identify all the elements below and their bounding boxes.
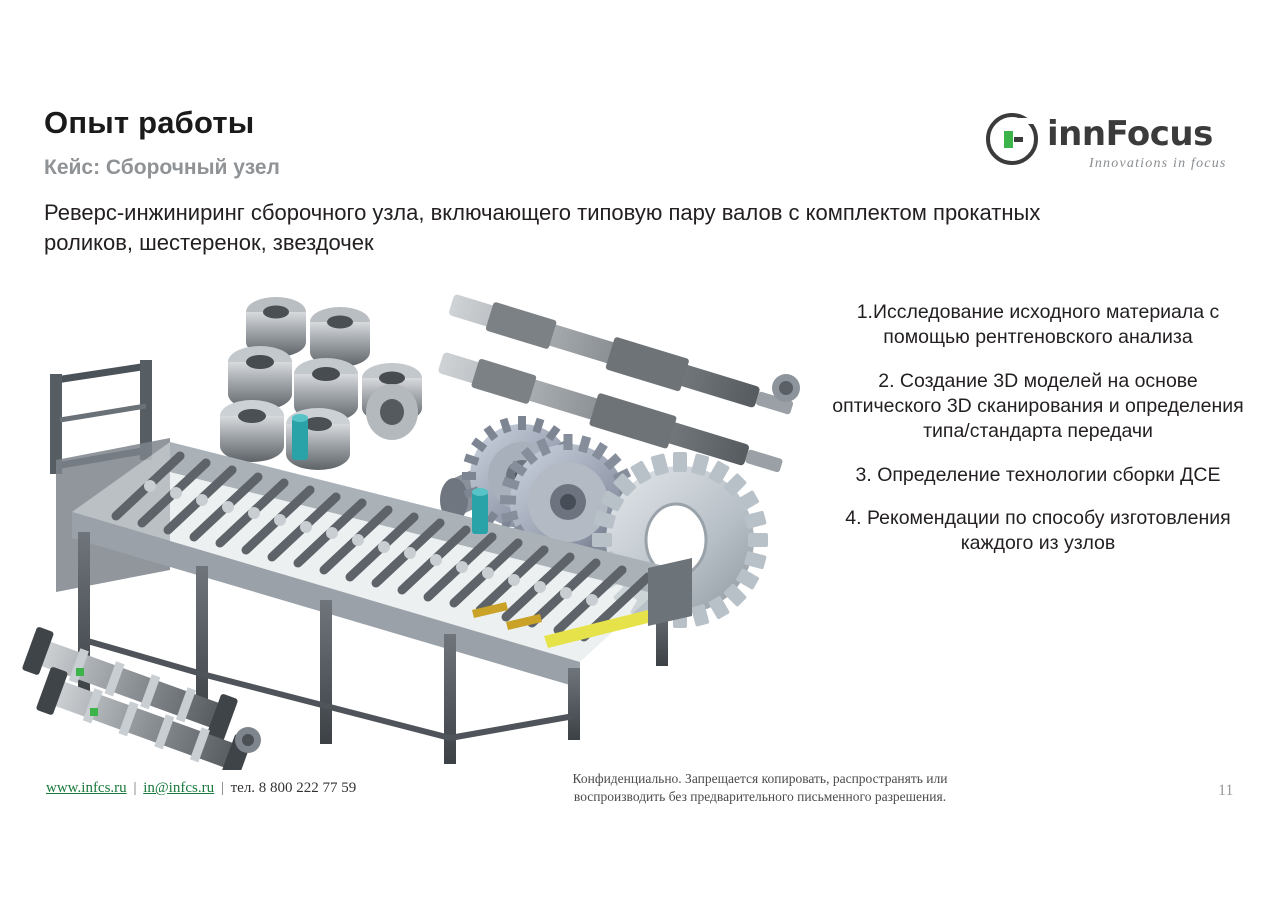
footer-separator-2: | — [220, 780, 224, 796]
infocus-circle-logo-icon — [985, 112, 1039, 166]
email-link[interactable]: in@infcs.ru — [143, 780, 215, 796]
page-number: 11 — [1218, 782, 1234, 799]
page-title: Опыт работы — [44, 105, 255, 140]
logo-wordmark: innFocus — [1047, 114, 1213, 154]
confidentiality-line-2: воспроизводить без предварительного письменного разрешения. — [573, 789, 947, 805]
logo-tagline: Innovations in focus — [1089, 156, 1227, 171]
list-item: 1.Исследование исходного материала с помощью рентгеновского анализа — [856, 301, 1220, 349]
page-subtitle: Кейс: Сборочный узел — [44, 156, 280, 179]
knurled-shaft-end — [772, 374, 800, 402]
list-item: 4. Рекомендации по способу изготовления каждого из узлов — [845, 507, 1231, 555]
list-item: 3. Определение технологии сборки ДСЕ — [855, 463, 1221, 486]
list-item: 2. Создание 3D моделей на основе оптического 3D сканирования и определения типа/стандарта передачи — [832, 369, 1244, 443]
footer-separator-1: | — [133, 780, 137, 796]
website-link[interactable]: www.infcs.ru — [46, 780, 127, 796]
cad-illustration — [20, 270, 820, 770]
small-roller-assembly — [22, 626, 261, 770]
footer-contacts — [46, 780, 356, 797]
lead-paragraph: Реверс-инжиниринг сборочного узла, включающего типовую пару валов с комплектом прокатных роликов, шестеренок, звездочек — [44, 200, 1041, 255]
roller-stack-group — [220, 297, 422, 470]
process-steps-list — [828, 300, 1248, 575]
company-logo — [985, 108, 1245, 188]
confidentiality-notice — [520, 770, 1000, 806]
confidentiality-line-1: Конфиденциально. Запрещается копировать, распространять или — [572, 771, 948, 786]
phone-text: тел. 8 800 222 77 59 — [230, 780, 357, 796]
